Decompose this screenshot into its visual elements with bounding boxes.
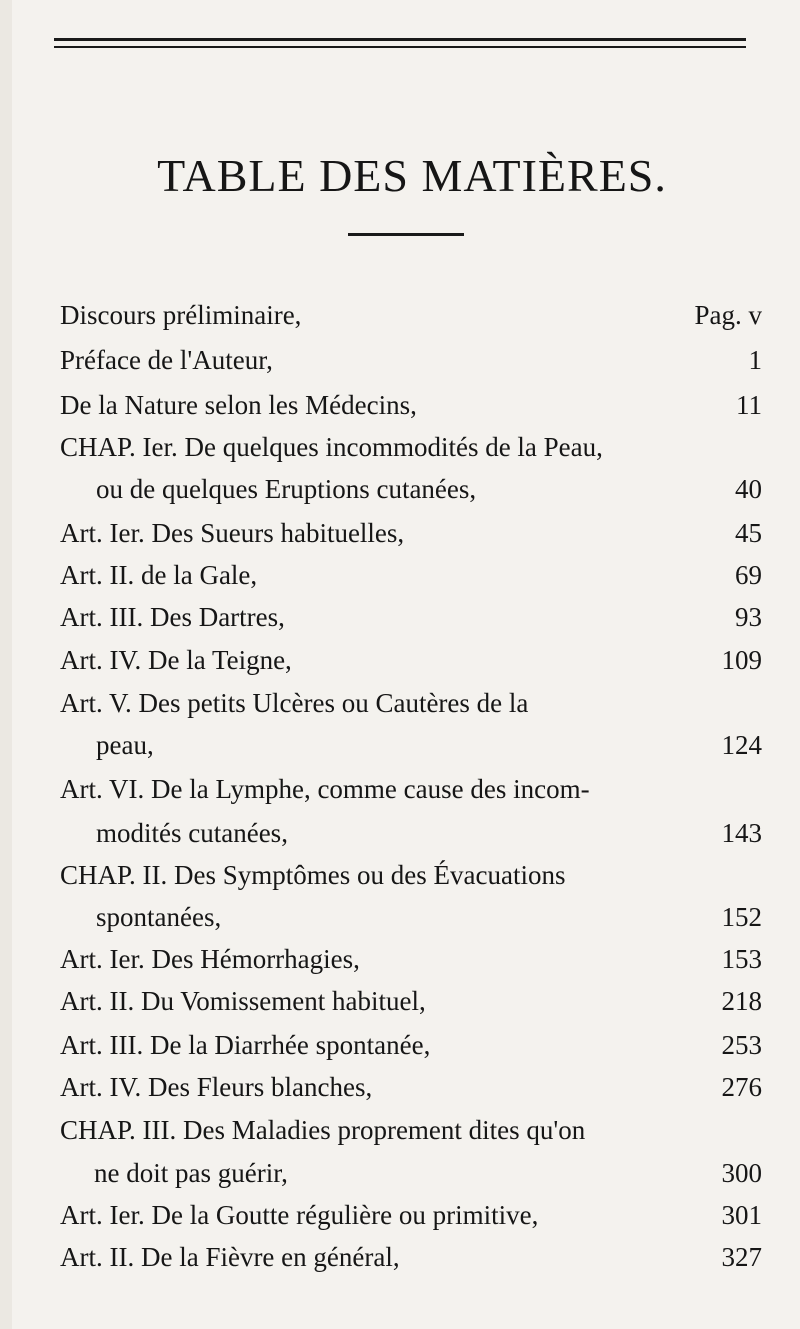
toc-entry-label: Préface de l'Auteur,: [60, 345, 273, 375]
toc-entry-page: 69: [735, 560, 762, 590]
toc-entry-label: ne doit pas guérir,: [94, 1158, 288, 1188]
toc-entry-label: CHAP. II. Des Symptômes ou des Évacuations: [60, 860, 566, 890]
toc-entry-label: CHAP. Ier. De quelques incommodités de la Peau,: [60, 432, 603, 462]
toc-entry-label: Art. III. Des Dartres,: [60, 602, 285, 632]
toc-entry: [60, 1200, 762, 1242]
page-title: TABLE DES MATIÈRES.: [157, 149, 667, 201]
toc-entry: [60, 1072, 762, 1114]
toc-entry-page: 327: [721, 1242, 762, 1272]
toc-entry: [60, 602, 762, 644]
toc-entry: [60, 774, 762, 816]
toc-entry-label: Art. Ier. Des Hémorrhagies,: [60, 944, 360, 974]
toc-entry-label: Art. Ier. De la Goutte régulière ou primitive,: [60, 1200, 539, 1230]
toc-entry-page: 218: [721, 986, 762, 1016]
toc-entry-page: 45: [735, 518, 762, 548]
toc-entry-label: spontanées,: [96, 902, 222, 932]
toc-entry-label: peau,: [96, 730, 154, 760]
toc-entry: [96, 818, 762, 860]
toc-entry-page: 253: [721, 1030, 762, 1060]
toc-entry: [60, 345, 762, 387]
toc-entry: [96, 474, 762, 516]
toc-entry-label: Art. Ier. Des Sueurs habituelles,: [60, 518, 405, 548]
toc-entry-page: 143: [721, 818, 762, 848]
toc-entry: [60, 1242, 762, 1284]
toc-entry-page: 11: [736, 390, 762, 420]
toc-entry-label: Art. IV. De la Teigne,: [60, 645, 292, 675]
toc-entry: [96, 730, 762, 772]
toc-entry: [60, 518, 762, 560]
toc-entry-page: 300: [721, 1158, 762, 1188]
toc-entry: [96, 902, 762, 944]
book-page: [12, 0, 800, 1329]
toc-entry-label: Art. II. Du Vomissement habituel,: [60, 986, 426, 1016]
toc-entry-label: Art. II. De la Fièvre en général,: [60, 1242, 400, 1272]
toc-entry-page: 276: [721, 1072, 762, 1102]
toc-entry: [60, 688, 762, 730]
toc-entry-page: 153: [721, 944, 762, 974]
toc-entry: [60, 300, 762, 342]
toc-entry-page: 93: [735, 602, 762, 632]
toc-entry: [60, 390, 762, 432]
toc-entry-label: ou de quelques Eruptions cutanées,: [96, 474, 477, 504]
toc-entry-label: CHAP. III. Des Maladies proprement dites qu'on: [60, 1115, 586, 1145]
toc-entry-label: Art. IV. Des Fleurs blanches,: [60, 1072, 373, 1102]
toc-entry: [60, 860, 762, 902]
top-rule-thin: [54, 46, 746, 48]
toc-entry: [94, 1158, 762, 1200]
top-rule: [54, 38, 746, 41]
toc-entry-page: 301: [721, 1200, 762, 1230]
toc-entry-label: Art. II. de la Gale,: [60, 560, 258, 590]
toc-entry-page: 109: [721, 645, 762, 675]
toc-entry-label: Art. VI. De la Lymphe, comme cause des incom-: [60, 774, 590, 804]
toc-entry-page: 124: [721, 730, 762, 760]
toc-entry: [60, 432, 762, 474]
toc-entry-label: Art. V. Des petits Ulcères ou Cautères de la: [60, 688, 529, 718]
toc-entry: [60, 986, 762, 1028]
toc-entry-label: Discours préliminaire,: [60, 300, 302, 330]
title-divider: [348, 233, 464, 236]
toc-entry-label: modités cutanées,: [96, 818, 288, 848]
toc-entry: [60, 1030, 762, 1072]
toc-entry-page: 1: [748, 345, 762, 375]
toc-entry: [60, 1115, 762, 1157]
toc-entry: [60, 645, 762, 687]
toc-entry-page: 152: [721, 902, 762, 932]
toc-entry: [60, 560, 762, 602]
toc-entry-label: De la Nature selon les Médecins,: [60, 390, 417, 420]
toc-entry-label: Art. III. De la Diarrhée spontanée,: [60, 1030, 431, 1060]
toc-entry-page: 40: [735, 474, 762, 504]
toc-entry: [60, 944, 762, 986]
toc-entry-page: Pag. v: [694, 300, 762, 330]
